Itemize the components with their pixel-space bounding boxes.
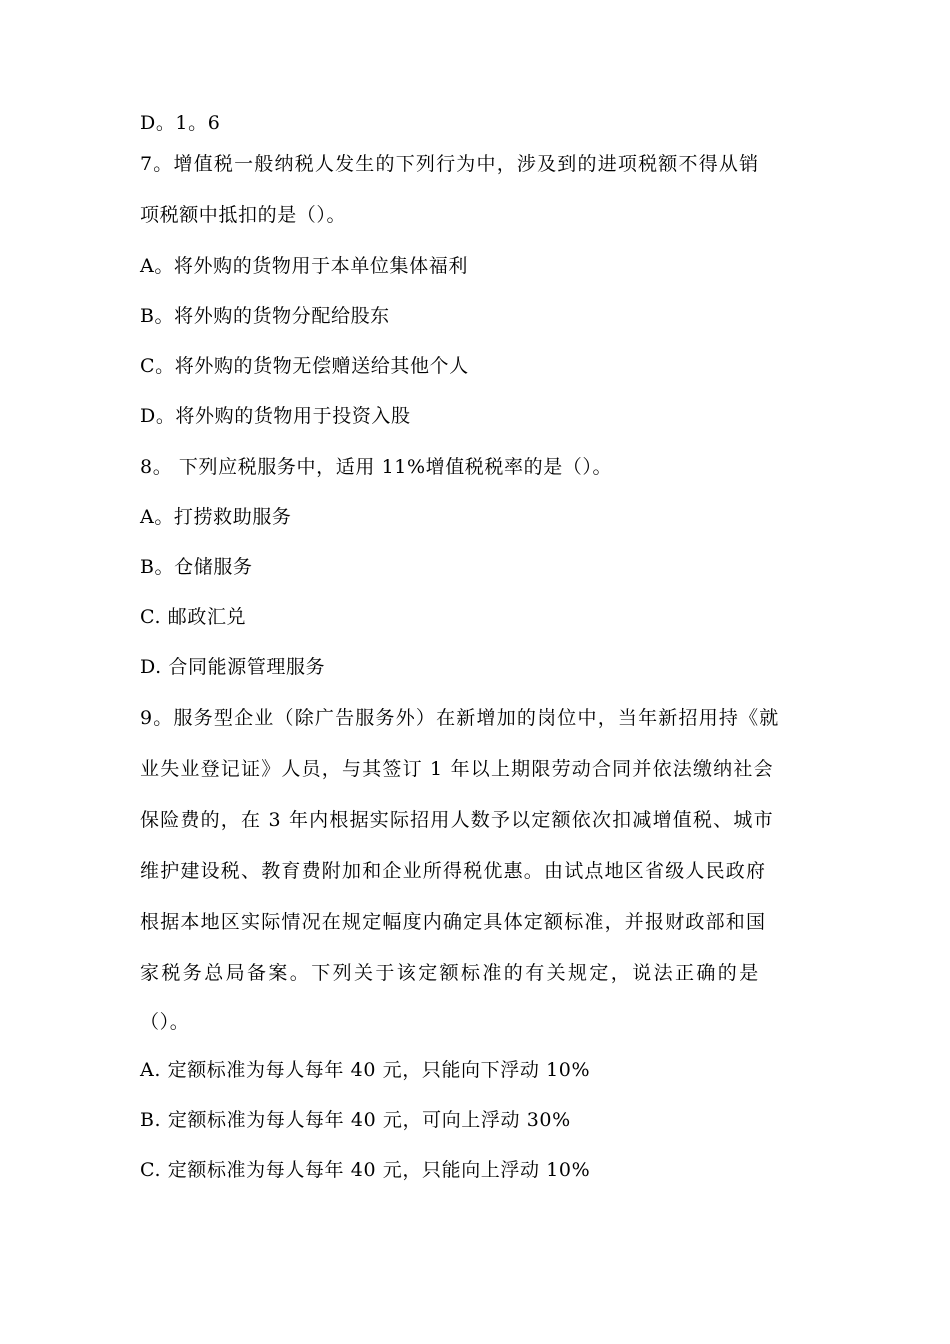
option-7c: C。将外购的货物无偿赠送给其他个人 — [140, 355, 469, 377]
question-9-line-6: 家税务总局备案。下列关于该定额标准的有关规定，说法正确的是 — [140, 962, 761, 984]
question-7-line-1: 7。增值税一般纳税人发生的下列行为中，涉及到的进项税额不得从销 — [140, 153, 760, 175]
question-8: 8。 下列应税服务中，适用 11%增值税税率的是（）。 — [140, 456, 613, 478]
question-9-line-5: 根据本地区实际情况在规定幅度内确定具体定额标准，并报财政部和国 — [140, 911, 767, 933]
option-9c: C. 定额标准为每人每年 40 元，只能向上浮动 10% — [140, 1159, 591, 1181]
option-8a: A。打捞救助服务 — [140, 506, 292, 528]
option-7a: A。将外购的货物用于本单位集体福利 — [140, 255, 468, 277]
option-6d: D。1。6 — [140, 112, 221, 134]
option-8d: D. 合同能源管理服务 — [140, 656, 326, 678]
option-7d: D。将外购的货物用于投资入股 — [140, 405, 411, 427]
question-9-line-4: 维护建设税、教育费附加和企业所得税优惠。由试点地区省级人民政府 — [140, 860, 767, 882]
option-8b: B。仓储服务 — [140, 556, 253, 578]
option-9b: B. 定额标准为每人每年 40 元，可向上浮动 30% — [140, 1109, 571, 1131]
option-8c: C. 邮政汇兑 — [140, 606, 247, 628]
question-9-line-1: 9。服务型企业（除广告服务外）在新增加的岗位中，当年新招用持《就 — [140, 707, 780, 729]
question-9-line-2: 业失业登记证》人员，与其签订 1 年以上期限劳动合同并依法缴纳社会 — [140, 758, 774, 780]
option-9a: A. 定额标准为每人每年 40 元，只能向下浮动 10% — [140, 1059, 591, 1081]
question-7-line-2: 项税额中抵扣的是（）。 — [140, 204, 347, 226]
option-7b: B。将外购的货物分配给股东 — [140, 305, 390, 327]
question-9-line-3: 保险费的，在 3 年内根据实际招用人数予以定额依次扣减增值税、城市 — [140, 809, 774, 831]
question-9-line-7: （）。 — [140, 1011, 190, 1033]
